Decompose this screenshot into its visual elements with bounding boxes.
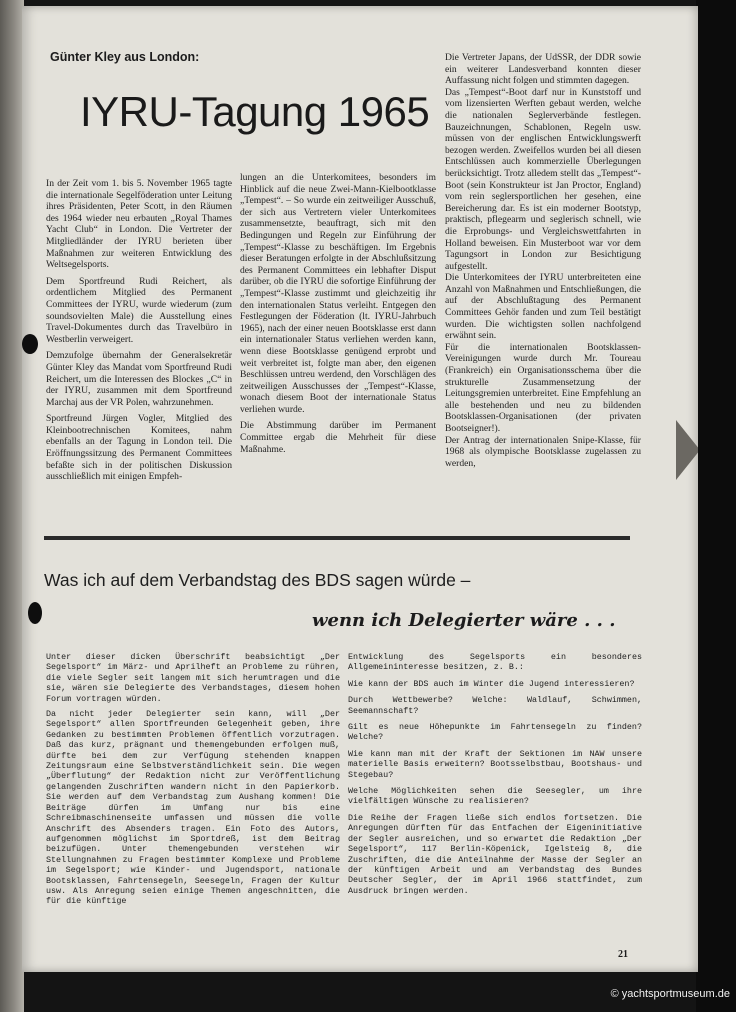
article-column-1 [46,178,232,488]
paragraph: Für die internationalen Bootsklassen-Vereinigungen wurde durch Mr. Toureau (Frankreich) ein Organisationsschema über die strukturelle Zusammensetzung der Leitungsgremien unterbreitet. Eine Empfehlung an alle bestehenden und neu zu bildenden Bootsklassen-Organisationen (der privaten Bootseigner!). [445,341,641,434]
author-line: Günter Kley aus London: [50,50,200,64]
section-column-2 [348,652,642,902]
paragraph: Sportfreund Jürgen Vogler, Mitglied des Kleinbootrechnischen Komitees, nahm ebenfalls an der Tagung in London teil. Die Eröffnungssitzung des Permanent Committees befaßte sich in der politischen Diskussion ausschließlich mit einigen Empfeh- [46,413,232,483]
article-column-3 [445,52,641,469]
paragraph: lungen an die Unterkomitees, besonders im Hinblick auf die neue Zwei-Mann-Kielbootklasse „Tempest“. – So wurde ein zeitweiliger Ausschuß, der sich aus Vertretern vieler Unterkomitees zusammensetzte, beauftragt, sich mit den Bedingungen und Regeln zur Einführung der „Tempest“-Klasse zu beschäftigen. Im Ergebnis dieser Beratungen erfolgte in der Abschlußsitzung des Permanent Committees ein lebhafter Disput darüber, ob die IYRU die sofortige Einführung der „Tempest“-Klasse zustimmt und gleichzeitig ihr den internationalen Status verleiht. Entgegen den Festlegungen der Föderation (lt. IYRU-Jahrbuch 1965), nach der einer neuen Bootsklasse erst dann ein internationaler Status verliehen werden kann, wenn diese Bootsklasse genügend erprobt und weit verbreitet ist, folgte man aber, den eigenen Beschlüssen untreu werdend, den Vorschlägen des zeitweiligen Ausschusses der „Tempest“-Klasse, wonach diesem Boot der internationale Status verliehen wurde. [240,172,436,415]
paragraph: Die Abstimmung darüber im Permanent Committee ergab die Mehrheit für diese Maßnahme. [240,420,436,455]
question: Gilt es neue Höhepunkte im Fahrtensegeln zu finden? Welche? [348,722,642,743]
question: Durch Wettbewerbe? Welche: Waldlauf, Schwimmen, Seemannschaft? [348,695,642,716]
paragraph: Demzufolge übernahm der Generalsekretär Günter Kley das Mandat vom Sportfreund Rudi Reichert, um die Interessen des Blockes „C“ in der IYRU, zusammen mit dem Sportfreund Marchaj aus der VR Polen, wahrzunehmen. [46,350,232,408]
page-number: 21 [618,949,628,960]
paragraph: Entwicklung des Segelsports ein besonderes Allgemeininteresse besitzen, z. B.: [348,652,642,673]
question: Welche Möglichkeiten sehen die Seesegler, um ihre vielfältigen Wünsche zu realisieren? [348,786,642,807]
paragraph: Dem Sportfreund Rudi Reichert, als ordentlichem Mitglied des Permanent Committees der IYRU, wurde wiederum (zum soundsovielten Male) die Ausstellung eines Travel-Dokumentes durch das Travelbüro in Westberlin verweigert. [46,275,232,345]
paragraph: In der Zeit vom 1. bis 5. November 1965 tagte die internationale Segelföderation unter Leitung ihres Präsidenten, Peter Scott, in den Räumen des 1964 wieder neu erbauten „Royal Thames Yacht Club“ in London. Die Vertreter der Mitgliedländer der IYRU berieten über Maßnahmen zur weiteren Entwicklung des Weltsegelsports. [46,178,232,271]
section-subtitle: wenn ich Delegierter wäre . . . [312,610,616,631]
paragraph: Die Unterkomitees der IYRU unterbreiteten eine Anzahl von Maßnahmen und Entschließungen, die auf der Abschlußtagung des Permanent Committees Gehör fanden und zum Teil bestätigt wurden. Die wichtigsten sollen nachfolgend erwähnt sein. [445,272,641,342]
section-column-1 [46,652,340,912]
question: Wie kann der BDS auch im Winter die Jugend interessieren? [348,678,635,689]
page-title: IYRU-Tagung 1965 [80,88,430,135]
binder-hole-icon [22,334,38,354]
section-divider [44,536,630,540]
paragraph: Der Antrag der internationalen Snipe-Klasse, für 1968 als olympische Bootsklasse zugelassen zu werden, [445,434,641,469]
paragraph: Unter dieser dicken Überschrift beabsichtigt „Der Segelsport“ im März- und Aprilheft an Probleme zu rühren, die viele Segler seit langem mit sich herumtragen und die sie, wären sie Delegierte des Verbandstages, diesem hohen Forum vortragen würden. [46,652,340,704]
magazine-page [22,6,698,972]
continue-arrow-icon [676,420,698,480]
question: Wie kann man mit der Kraft der Sektionen im NAW unsere materielle Basis erweitern? Bootsselbstbau, Bootshaus- und Stegebau? [348,748,642,780]
scan-edge-right [696,0,736,1012]
paragraph: Da nicht jeder Delegierter sein kann, will „Der Segelsport“ allen Sportfreunden Gelegenheit geben, ihre Gedanken zu bestimmten Problemen öffentlich vorzutragen. Daß das kurz, prägnant und themengebunden erfolgen muß, dürfte bei dem zur Verfügung stehenden knappen Zeitungsraum eine Selbstverständlichkeit sein. Die wegen „Überflutung“ der Redaktion nicht zur Veröffentlichung gelangenden Zuschriften wandern nicht in den Papierkorb. Sie werden auf dem Verbandstag zum Aushang kommen! Die Beiträge dürfen im Umfang nur bis eine Schreibmaschinenseite umfassen und müssen die volle Anschrift des Absenders tragen. Ein Foto des Autors, aufgenommen möglichst im Sportdreß, ist dem Beitrag beizufügen. Unter themengebunden verstehen wir Stellungnahmen zu Fragen bestimmter Komplexe und Probleme im Segelsport; wie Kinder- und Jugendsport, nationale Bootsklassen, Fahrtensegeln, Seesegeln, Fragen der Kultur usw. Als Anregung seien einige Themen angeschnitten, die für die künftige [46,709,340,907]
paragraph: Das „Tempest“-Boot darf nur in Kunststoff und vom lizensierten Werften gebaut werden, welche die nationalen Seglerverbände festlegen. Bauzeichnungen, Schablonen, Regeln usw. müssen von der englischen Entwicklungswerft bezogen werden. Zweifellos wurden bei all diesen Entschlüssen auch kommerzielle Überlegungen berücksichtigt. Trotz alledem stellt das „Tempest“-Boot (sein Konstrukteur ist Jan Proctor, England) vom rein seglersportlichen her gesehen, eine Bereicherung dar. Es ist ein moderner Bootstyp, praktisch, pflegearm und seglerisch schnell, wie die Erprobungs- und Vergleichswettfahrten in Holland beweisen. Ein Musterboot war vor dem Tagungsort in London zur Besichtigung aufgestellt. [445,86,641,272]
section-title: Was ich auf dem Verbandstag des BDS sagen würde – [44,570,471,590]
article-column-2 [240,172,436,460]
paragraph: Die Reihe der Fragen ließe sich endlos fortsetzen. Die Anregungen dürften für das Entfachen der Eigeninitiative der Segler ausreichen, und so erwartet die Redaktion „Der Segelsport“, 117 Berlin-Köpenick, Igelsteig 8, die Zuschriften, die die Anteilnahme der Masse der Segler an der künftigen Arbeit und am Verbandstag des Bundes Deutscher Segler, der im April 1966 stattfindet, zum Ausdruck bringen werden. [348,812,642,896]
binder-hole-icon [28,602,42,624]
watermark: © yachtsportmuseum.de [610,988,730,1000]
scan-edge-left [0,0,24,1012]
paragraph: Die Vertreter Japans, der UdSSR, der DDR sowie ein weiterer Landesverband konnten dieser Auffassung nicht folgen und stimmten dagegen. [445,52,641,87]
